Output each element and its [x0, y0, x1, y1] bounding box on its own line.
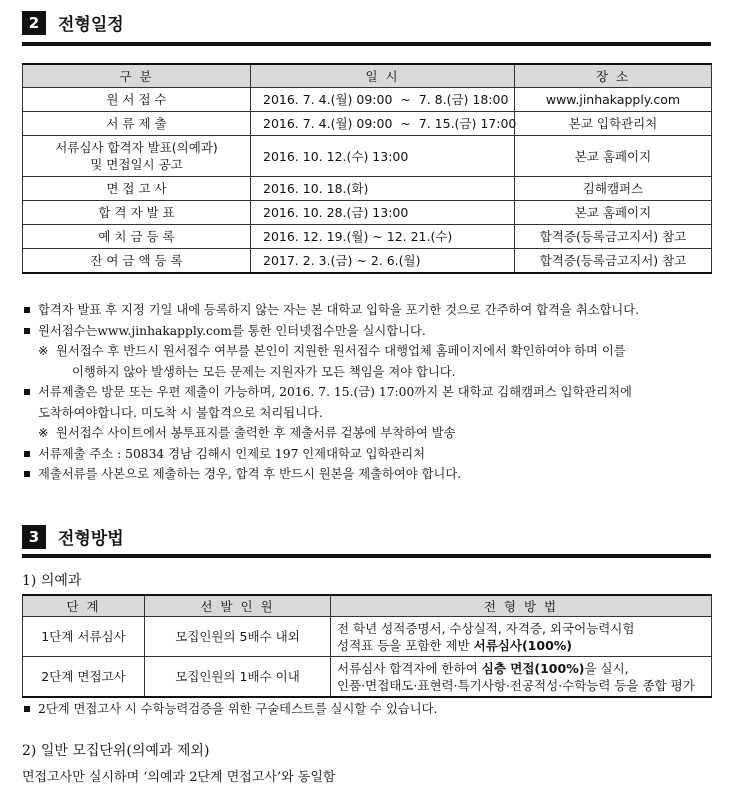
row-datetime: 2016. 10. 28.(금) 13:00	[251, 201, 515, 225]
row-count: 모집인원의 1배수 이내	[145, 657, 331, 698]
table-header-row	[23, 595, 712, 617]
note-item	[22, 382, 722, 403]
square-bullet-icon	[24, 471, 30, 477]
schedule-table	[22, 63, 712, 274]
row-category	[23, 136, 251, 177]
square-bullet-icon	[24, 706, 30, 712]
reference-mark: ※	[38, 426, 49, 440]
row-place: www.jinhakapply.com	[515, 88, 712, 112]
square-bullet-icon	[24, 451, 30, 457]
row-datetime: 2017. 2. 3.(금) ~ 2. 6.(월)	[251, 249, 515, 274]
row-datetime: 2016. 12. 19.(월) ~ 12. 21.(수)	[251, 225, 515, 249]
note-text: 제출서류를 사본으로 제출하는 경우, 합격 후 반드시 원본을 제출하여야 합니다.	[38, 467, 462, 481]
row-category: 합 격 자 발 표	[23, 201, 251, 225]
note-item	[22, 300, 722, 321]
row-method	[331, 657, 712, 698]
header-stage: 단 계	[23, 595, 145, 617]
section-title: 전형일정	[58, 15, 124, 35]
section-divider	[22, 554, 711, 558]
square-bullet-icon	[24, 328, 30, 334]
note-item	[22, 699, 722, 720]
row-datetime: 2016. 7. 4.(월) 09:00 ~ 7. 8.(금) 18:00	[251, 88, 515, 112]
note-text: 합격자 발표 후 지정 기일 내에 등록하지 않는 자는 본 대학교 입학을 포기한 것으로 간주하여 합격을 취소합니다.	[38, 303, 639, 317]
note-continuation	[22, 362, 722, 383]
note-text: 2단계 면접고사 시 수학능력검증을 위한 구술테스트를 실시할 수 있습니다.	[38, 702, 438, 716]
selection-method-table	[22, 594, 712, 698]
table-header-row	[23, 64, 712, 88]
note-text: 서류제출은 방문 또는 우편 제출이 가능하며, 2016. 7. 15.(금) 17:00까지 본 대학교 김해캠퍼스 입학관리처에	[38, 385, 632, 399]
table-row	[23, 201, 712, 225]
section-3-header	[22, 524, 124, 549]
method-line-2: 성적표 등을 포함한 제반 서류심사(100%)	[337, 637, 572, 653]
reference-mark: ※	[38, 344, 49, 358]
note-text: 도착하여야합니다. 미도착 시 불합격으로 처리됩니다.	[38, 405, 323, 420]
subsection-title: 1) 의예과	[22, 573, 82, 589]
row-place: 김해캠퍼스	[515, 177, 712, 201]
row-category: 서 류 제 출	[23, 112, 251, 136]
header-method: 전 형 방 법	[331, 595, 712, 617]
row-place: 합격증(등록금고지서) 참고	[515, 225, 712, 249]
note-text: 이행하지 않아 발생하는 모든 문제는 지원자가 모든 책임을 져야 합니다.	[72, 364, 456, 379]
method-notes	[22, 699, 722, 720]
section-2-header	[22, 10, 124, 35]
schedule-notes	[22, 300, 722, 485]
row-category-line-1: 서류심사 합격자 발표(의예과)	[55, 140, 218, 155]
section-title: 전형방법	[58, 529, 124, 549]
table-row	[23, 225, 712, 249]
header-place: 장 소	[515, 64, 712, 88]
row-method	[331, 617, 712, 657]
row-place: 본교 홈페이지	[515, 201, 712, 225]
square-bullet-icon	[24, 307, 30, 313]
row-category-line-2: 및 면접일시 공고	[90, 157, 183, 172]
subsection-title: 2) 일반 모집단위(의예과 제외)	[22, 743, 210, 759]
section-divider	[22, 42, 711, 46]
table-row	[23, 657, 712, 698]
method-line-1: 전 학년 성적증명서, 수상실적, 자격증, 외국어능력시험	[337, 620, 635, 636]
note-text: 서류제출 주소 : 50834 경남 김해시 인제로 197 인제대학교 입학관리처	[38, 446, 426, 461]
row-datetime: 2016. 10. 12.(수) 13:00	[251, 136, 515, 177]
note-text: 원서접수 후 반드시 원서접수 여부를 본인이 지원한 원서접수 대행업체 홈페이지에서 확인하여야 하며 이를	[56, 344, 626, 358]
row-place: 합격증(등록금고지서) 참고	[515, 249, 712, 274]
table-row	[23, 249, 712, 274]
table-row	[23, 136, 712, 177]
note-continuation	[22, 403, 722, 424]
row-category: 면 접 고 사	[23, 177, 251, 201]
header-count: 선 발 인 원	[145, 595, 331, 617]
row-category: 예 치 금 등 록	[23, 225, 251, 249]
table-row	[23, 617, 712, 657]
note-item	[22, 444, 722, 465]
row-category: 원 서 접 수	[23, 88, 251, 112]
section-number: 2	[22, 11, 46, 35]
method-line-1: 서류심사 합격자에 한하여 심층 면접(100%)을 실시,	[337, 660, 629, 676]
row-count: 모집인원의 5배수 내외	[145, 617, 331, 657]
note-reference	[22, 423, 722, 444]
row-datetime: 2016. 7. 4.(월) 09:00 ~ 7. 15.(금) 17:00	[251, 112, 515, 136]
row-place: 본교 입학관리처	[515, 112, 712, 136]
note-reference	[22, 341, 722, 362]
note-item	[22, 321, 722, 342]
row-stage: 2단계 면접고사	[23, 657, 145, 698]
note-item	[22, 464, 722, 485]
note-text: 원서접수 사이트에서 봉투표지를 출력한 후 제출서류 겉봉에 부착하여 발송	[56, 426, 456, 440]
method-line-2: 인품·면접태도·표현력·특기사항·전공적성·수학능력 등을 종합 평가	[337, 677, 695, 693]
row-datetime: 2016. 10. 18.(화)	[251, 177, 515, 201]
header-category: 구 분	[23, 64, 251, 88]
row-place: 본교 홈페이지	[515, 136, 712, 177]
section-number: 3	[22, 525, 46, 549]
header-datetime: 일 시	[251, 64, 515, 88]
row-category: 잔 여 금 액 등 록	[23, 249, 251, 274]
row-stage: 1단계 서류심사	[23, 617, 145, 657]
table-row	[23, 177, 712, 201]
note-text: 원서접수는www.jinhakapply.com를 통한 인터넷접수만을 실시합니다.	[38, 323, 426, 338]
subsection-text: 면접고사만 실시하며 ‘의예과 2단계 면접고사’와 동일함	[22, 770, 336, 785]
table-row	[23, 88, 712, 112]
square-bullet-icon	[24, 389, 30, 395]
table-row	[23, 112, 712, 136]
